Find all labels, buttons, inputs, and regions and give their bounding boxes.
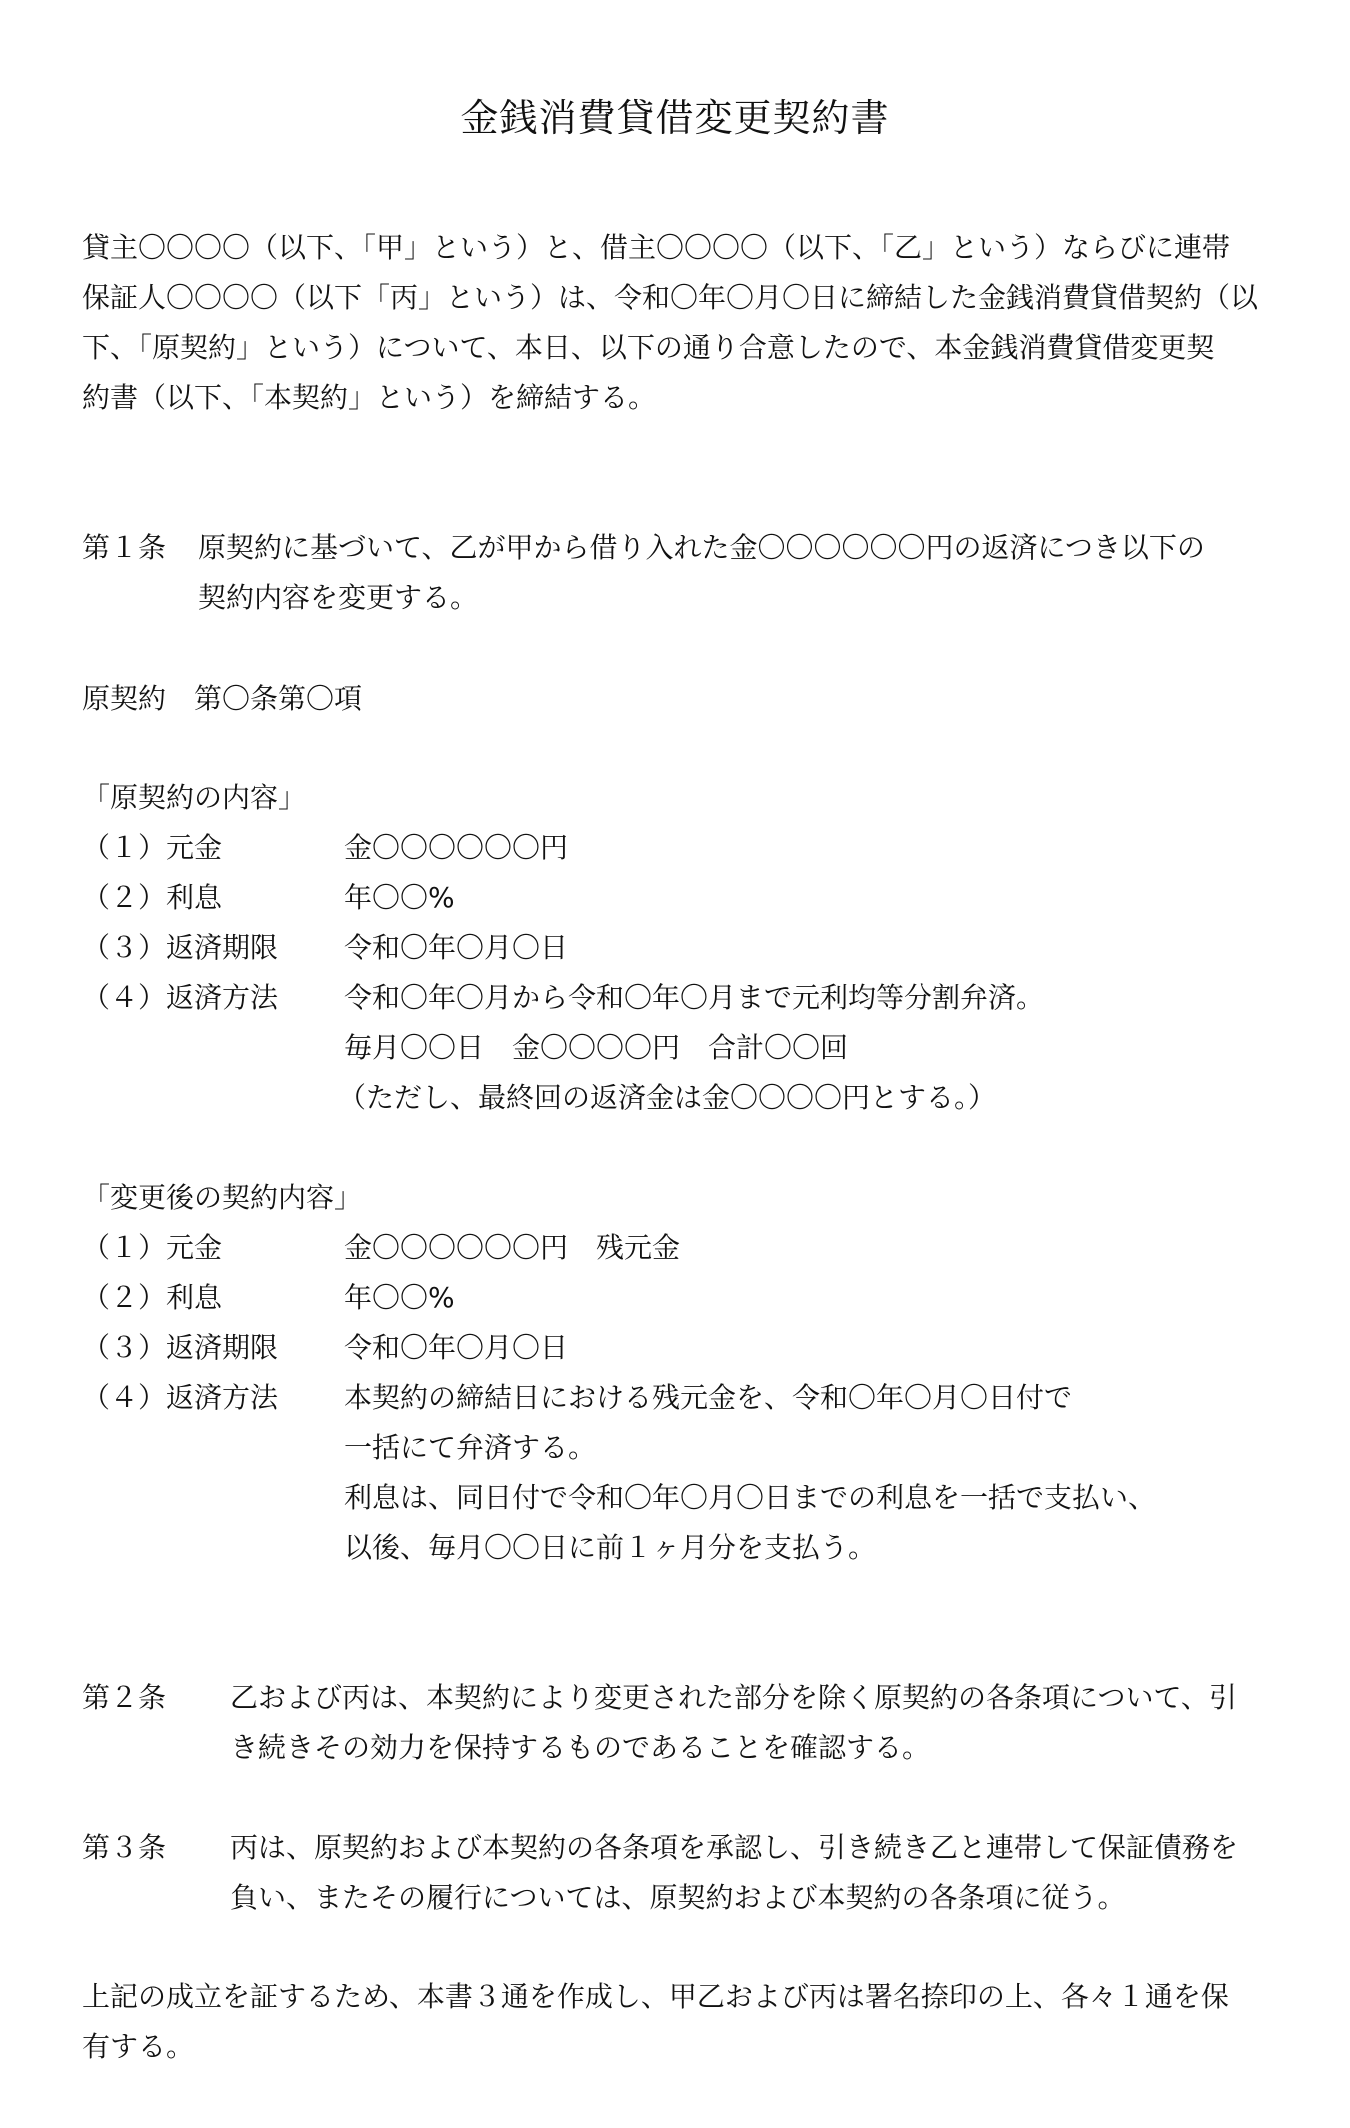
article-line: 乙および丙は、本契約により変更された部分を除く原契約の各条項について、引: [230, 1681, 1237, 1714]
item-value: 年〇〇%: [344, 1281, 455, 1314]
article-line: 負い、またその履行については、原契約および本契約の各条項に従う。: [230, 1881, 1126, 1914]
item-label: （２）利息: [82, 881, 223, 914]
item-value: 年〇〇%: [344, 881, 455, 914]
document-title: 金銭消費貸借変更契約書: [460, 96, 890, 140]
item-label: （４）返済方法: [82, 1381, 279, 1414]
changed-continuation: 利息は、同日付で令和〇年〇月〇日までの利息を一括で支払い、: [344, 1481, 1157, 1514]
clause-reference: 原契約 第〇条第〇項: [82, 682, 363, 715]
item-value: 金〇〇〇〇〇〇円 残元金: [344, 1231, 681, 1264]
article-body: [198, 523, 1205, 623]
original-continuation: 毎月〇〇日 金〇〇〇〇円 合計〇〇回: [344, 1031, 849, 1064]
closing-paragraph: [82, 1972, 1268, 2072]
item-value: 令和〇年〇月から令和〇年〇月まで元利均等分割弁済。: [344, 981, 1045, 1014]
article-number: 第３条: [82, 1831, 167, 1864]
article-line: 契約内容を変更する。: [198, 581, 479, 614]
article-line: 原契約に基づいて、乙が甲から借り入れた金〇〇〇〇〇〇円の返済につき以下の: [198, 531, 1205, 564]
item-label: （１）元金: [82, 1231, 223, 1264]
item-label: （２）利息: [82, 1281, 223, 1314]
preamble: [82, 223, 1268, 423]
article-line: き続きその効力を保持するものであることを確認する。: [230, 1731, 931, 1764]
item-label: （４）返済方法: [82, 981, 279, 1014]
item-label: （１）元金: [82, 831, 223, 864]
item-value: 令和〇年〇月〇日: [344, 931, 569, 964]
changed-continuation: 以後、毎月〇〇日に前１ヶ月分を支払う。: [344, 1531, 877, 1564]
article-body: [230, 1673, 1237, 1773]
item-label: （３）返済期限: [82, 1331, 279, 1364]
article-number: 第２条: [82, 1681, 167, 1714]
article-body: [230, 1823, 1238, 1923]
article-number: 第１条: [82, 531, 167, 564]
preamble-line: 保証人〇〇〇〇（以下「丙」という）は、令和〇年〇月〇日に締結した金銭消費貸借契約（以: [82, 281, 1259, 314]
changed-heading: 「変更後の契約内容」: [82, 1181, 363, 1214]
closing-line: 有する。: [82, 2030, 195, 2063]
preamble-line: 下、「原契約」という）について、本日、以下の通り合意したので、本金銭消費貸借変更契: [82, 331, 1215, 364]
item-value: 令和〇年〇月〇日: [344, 1331, 569, 1364]
item-value: 金〇〇〇〇〇〇円: [344, 831, 569, 864]
original-heading: 「原契約の内容」: [82, 781, 307, 814]
closing-line: 上記の成立を証するため、本書３通を作成し、甲乙および丙は署名捺印の上、各々１通を保: [82, 1980, 1229, 2013]
item-value: 本契約の締結日における残元金を、令和〇年〇月〇日付で: [344, 1381, 1073, 1414]
item-label: （３）返済期限: [82, 931, 279, 964]
preamble-line: 約書（以下、「本契約」という）を締結する。: [82, 381, 657, 414]
article-line: 丙は、原契約および本契約の各条項を承認し、引き続き乙と連帯して保証債務を: [230, 1831, 1239, 1864]
original-continuation: （ただし、最終回の返済金は金〇〇〇〇円とする。）: [338, 1081, 997, 1114]
changed-continuation: 一括にて弁済する。: [344, 1431, 597, 1464]
preamble-line: 貸主〇〇〇〇（以下、「甲」という）と、借主〇〇〇〇（以下、「乙」という）ならびに連帯: [82, 231, 1231, 264]
